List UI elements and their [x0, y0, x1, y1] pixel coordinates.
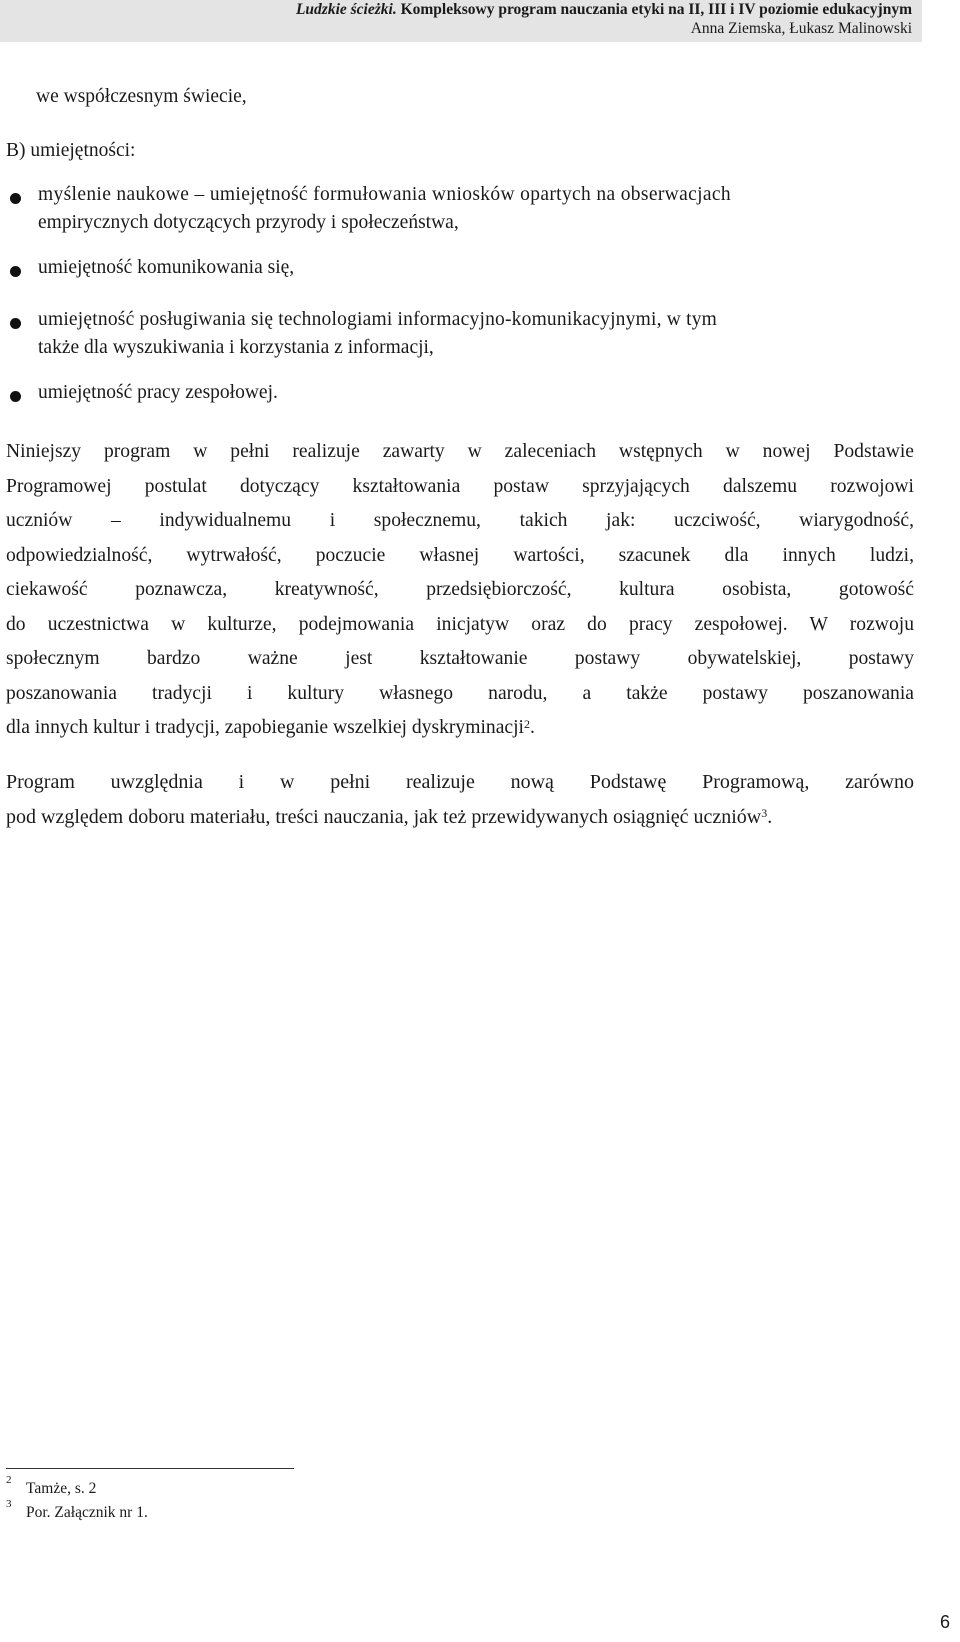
paragraph-1-end: . — [530, 717, 535, 738]
footnote-text: Tamże, s. 2 — [26, 1480, 97, 1497]
footnote-separator — [6, 1468, 294, 1469]
paragraph-1-line: dla innych kultur i tradycji, zapobieganie wszelkiej dyskryminacji — [6, 717, 524, 738]
paragraph-2-last-line — [6, 800, 914, 835]
paragraph-2-line: pod względem doboru materiału, treści nauczania, jak też przewidywanych osiągnięć uczniów — [6, 805, 762, 828]
paragraph-1-line: ciekawość poznawcza, kreatywność, przedsiębiorczość, kultura osobista, gotowość — [6, 579, 914, 600]
footnote-text: Por. Załącznik nr 1. — [26, 1504, 148, 1521]
page-header — [0, 0, 922, 42]
header-authors: Anna Ziemska, Łukasz Malinowski — [690, 20, 912, 37]
paragraph-1 — [6, 435, 914, 746]
paragraph-1-line: do uczestnictwa w kulturze, podejmowania inicjatyw oraz do pracy zespołowej. W rozwoju — [6, 613, 914, 635]
paragraph-1-line: Niniejszy program w pełni realizuje zawarty w zaleceniach wstępnych w nowej Podstawie — [6, 441, 914, 462]
footnote-number: 3 — [6, 1498, 12, 1510]
footnote-number: 2 — [6, 1474, 12, 1486]
paragraph-1-line: Programowej postulat dotyczący kształtowania postaw sprzyjających dalszemu rozwojowi — [6, 475, 914, 497]
paragraph-1-line: społecznym bardzo ważne jest kształtowanie postawy obywatelskiej, postawy — [6, 648, 914, 669]
paragraph-1-last-line — [6, 711, 914, 746]
top-line: we współczesnym świecie, — [36, 86, 247, 107]
paragraph-2-end: . — [767, 805, 773, 828]
paragraph-2-line: Program uwzględnia i w pełni realizuje nową Podstawę Programową, zarówno — [6, 771, 914, 793]
paragraph-1-line: uczniów – indywidualnemu i społecznemu, takich jak: uczciwość, wiarygodność, — [6, 510, 914, 531]
header-title-italic: Ludzkie ścieżki. — [295, 1, 397, 18]
footnote-2 — [6, 1474, 97, 1497]
footnote-ref-3: 3 — [761, 805, 768, 820]
bullet-marker — [10, 318, 21, 329]
paragraph-1-line: poszanowania tradycji i kultury własnego narodu, a także postawy poszanowania — [6, 682, 914, 704]
paragraph-1-line: odpowiedzialność, wytrwałość, poczucie własnej wartości, szacunek dla innych ludzi, — [6, 544, 914, 566]
footnote-ref-2: 2 — [524, 717, 530, 731]
bullet-item-2: umiejętność komunikowania się, — [38, 257, 295, 278]
section-b-heading: B) umiejętności: — [6, 140, 136, 161]
paragraph-2 — [6, 765, 914, 834]
bullet-marker — [10, 266, 21, 277]
bullet-item-1-line1: myślenie naukowe – umiejętność formułowania wniosków opartych na obserwacjach — [38, 184, 732, 205]
header-title-rest: Kompleksowy program nauczania etyki na II, III i IV poziomie edukacyjnym — [396, 1, 912, 18]
page-number: 6 — [939, 1612, 950, 1632]
bullet-item-3-line1: umiejętność posługiwania się technologiami informacyjno-komunikacyjnymi, w tym — [38, 309, 718, 330]
header-title — [296, 1, 912, 19]
bullet-item-4: umiejętność pracy zespołowej. — [38, 382, 278, 403]
bullet-item-1-line2: empirycznych dotyczących przyrody i społeczeństwa, — [38, 212, 459, 233]
bullet-marker — [10, 193, 21, 204]
bullet-marker — [10, 391, 21, 402]
bullet-item-3-line2: także dla wyszukiwania i korzystania z informacji, — [38, 337, 434, 358]
footnote-3 — [6, 1498, 148, 1521]
